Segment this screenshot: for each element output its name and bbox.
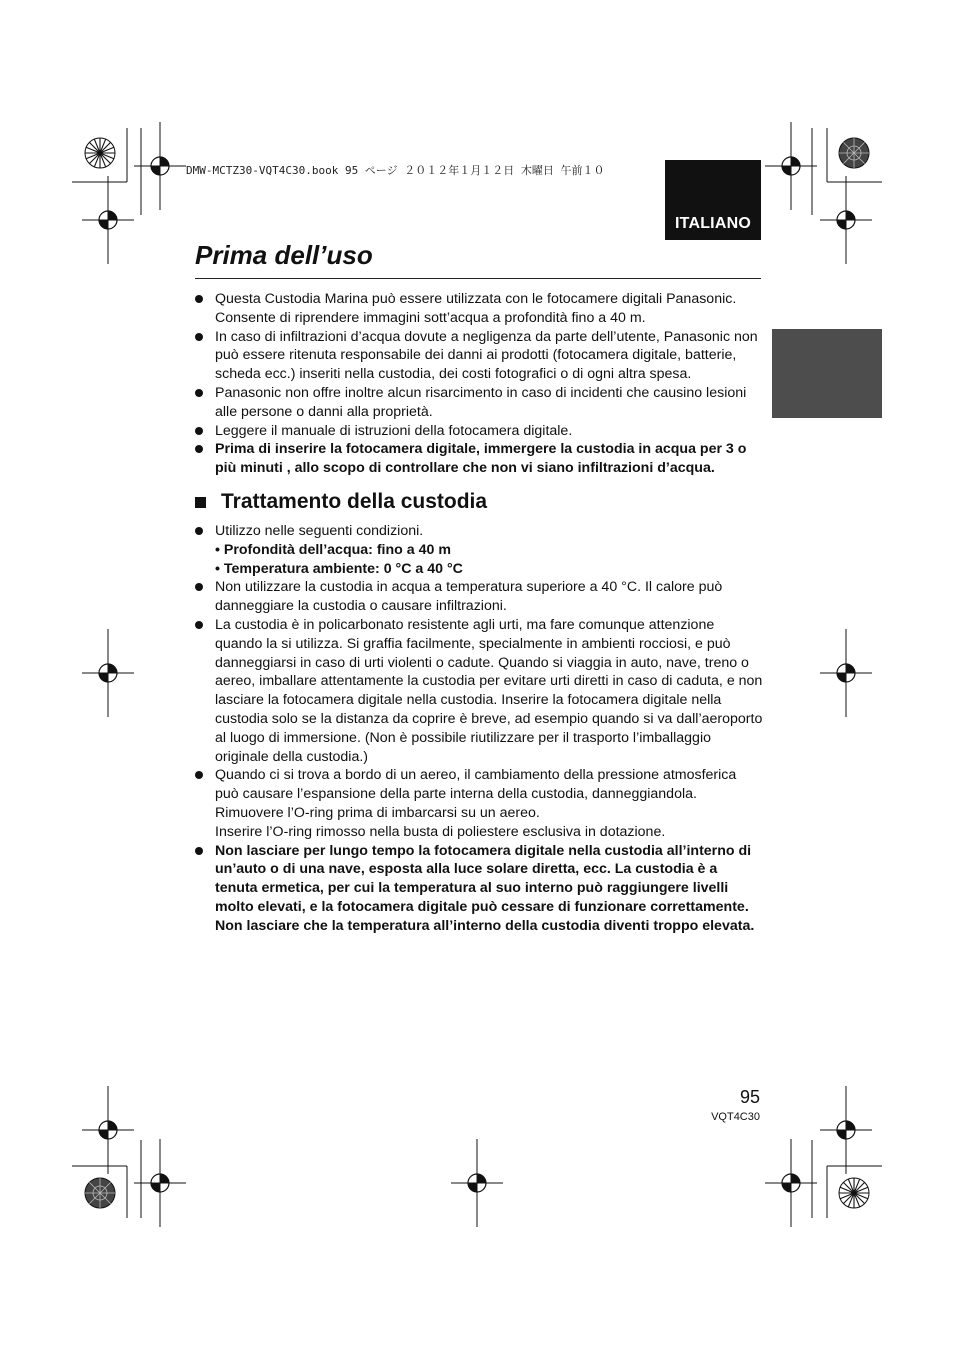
section-heading	[195, 488, 763, 516]
page-title: Prima dell’uso	[195, 240, 373, 270]
language-tab	[665, 160, 761, 240]
page-content	[195, 290, 763, 936]
section-side-tab	[772, 329, 882, 418]
intro-bullet-list	[195, 290, 763, 478]
page-number: 95	[739, 1087, 760, 1107]
care-bullet-list	[195, 522, 763, 936]
list-item	[195, 766, 763, 841]
airplane-note: Quando ci si trova a bordo di un aereo, il cambiamento della pressione atmosferica può causare l’espansione della parte interna della custodia, danneggiandola. Rimuovere l’O-ring prima di imbarcarsi su un aereo.	[215, 767, 737, 821]
list-item-warning: Non lasciare per lungo tempo la fotocamera digitale nella custodia all’interno di un’auto o di una nave, esposta alla luce solare diretta, ecc. La custodia è a tenuta ermetica, per cui la temperatura al suo interno può raggiungere livelli molto elevati, e la fotocamera digitale può cessare di funzionare correttamente. Non lasciare che la temperatura all’interno della custodia diventi troppo elevata.	[195, 842, 763, 936]
list-item: Leggere il manuale di istruzioni della fotocamera digitale.	[195, 422, 763, 441]
document-code: VQT4C30	[711, 1111, 760, 1123]
conditions-intro: Utilizzo nelle seguenti condizioni.	[215, 522, 424, 539]
section-heading-text: Trattamento della custodia	[221, 489, 488, 513]
list-item: In caso di infiltrazioni d’acqua dovute a negligenza da parte dell’utente, Panasonic non può essere ritenuta responsabile dei danni ai prodotti (fotocamera digitale, batterie, scheda ecc.) inseriti nella custodia, dei costi fotografici o di ogni altra spesa.	[195, 328, 763, 384]
o-ring-note: Inserire l’O-ring rimosso nella busta di poliestere esclusiva in dotazione.	[215, 823, 666, 840]
language-tab-label: ITALIANO	[675, 215, 751, 232]
list-item: La custodia è in policarbonato resistente agli urti, ma fare comunque attenzione quando la si utilizza. Si graffia facilmente, specialmente in ambienti rocciosi, e può danneggiarsi in caso di urti violenti o cadute. Quando si viaggia in auto, nave, treno o aereo, imballare attentamente la custodia per evitare urti diretti in caso di caduta, e non lasciare la fotocamera digitale nella custodia. Inserire la fotocamera digitale nella custodia solo se la distanza da coprire è breve, ad esempio quando si va dall’aeroporto al luogo di immersione. (Non è possibile riutilizzare per il trasporto l’imballaggio originale della custodia.)	[195, 616, 763, 766]
list-item-conditions	[195, 522, 763, 578]
list-item: Non utilizzare la custodia in acqua a temperatura superiore a 40 °C. Il calore può danneggiare la custodia o causare infiltrazioni.	[195, 578, 763, 616]
list-item-warning: Prima di inserire la fotocamera digitale, immergere la custodia in acqua per 3 o più minuti , allo scopo di controllare che non vi siano infiltrazioni d’acqua.	[195, 440, 763, 478]
square-bullet-icon	[195, 497, 206, 508]
condition-depth: • Profondità dell’acqua: fino a 40 m	[215, 541, 451, 558]
condition-temperature: • Temperatura ambiente: 0 °C a 40 °C	[215, 560, 463, 577]
list-item: Questa Custodia Marina può essere utilizzata con le fotocamere digitali Panasonic. Consente di riprendere immagini sott’acqua a profondità fino a 40 m.	[195, 290, 763, 328]
book-header-info: DMW-MCTZ30-VQT4C30.book 95 ページ ２０１２年１月１２日 木曜日 午前１０	[186, 164, 605, 177]
list-item: Panasonic non offre inoltre alcun risarcimento in caso di incidenti che causino lesioni alle persone o danni alla proprietà.	[195, 384, 763, 422]
title-underline	[195, 278, 761, 279]
